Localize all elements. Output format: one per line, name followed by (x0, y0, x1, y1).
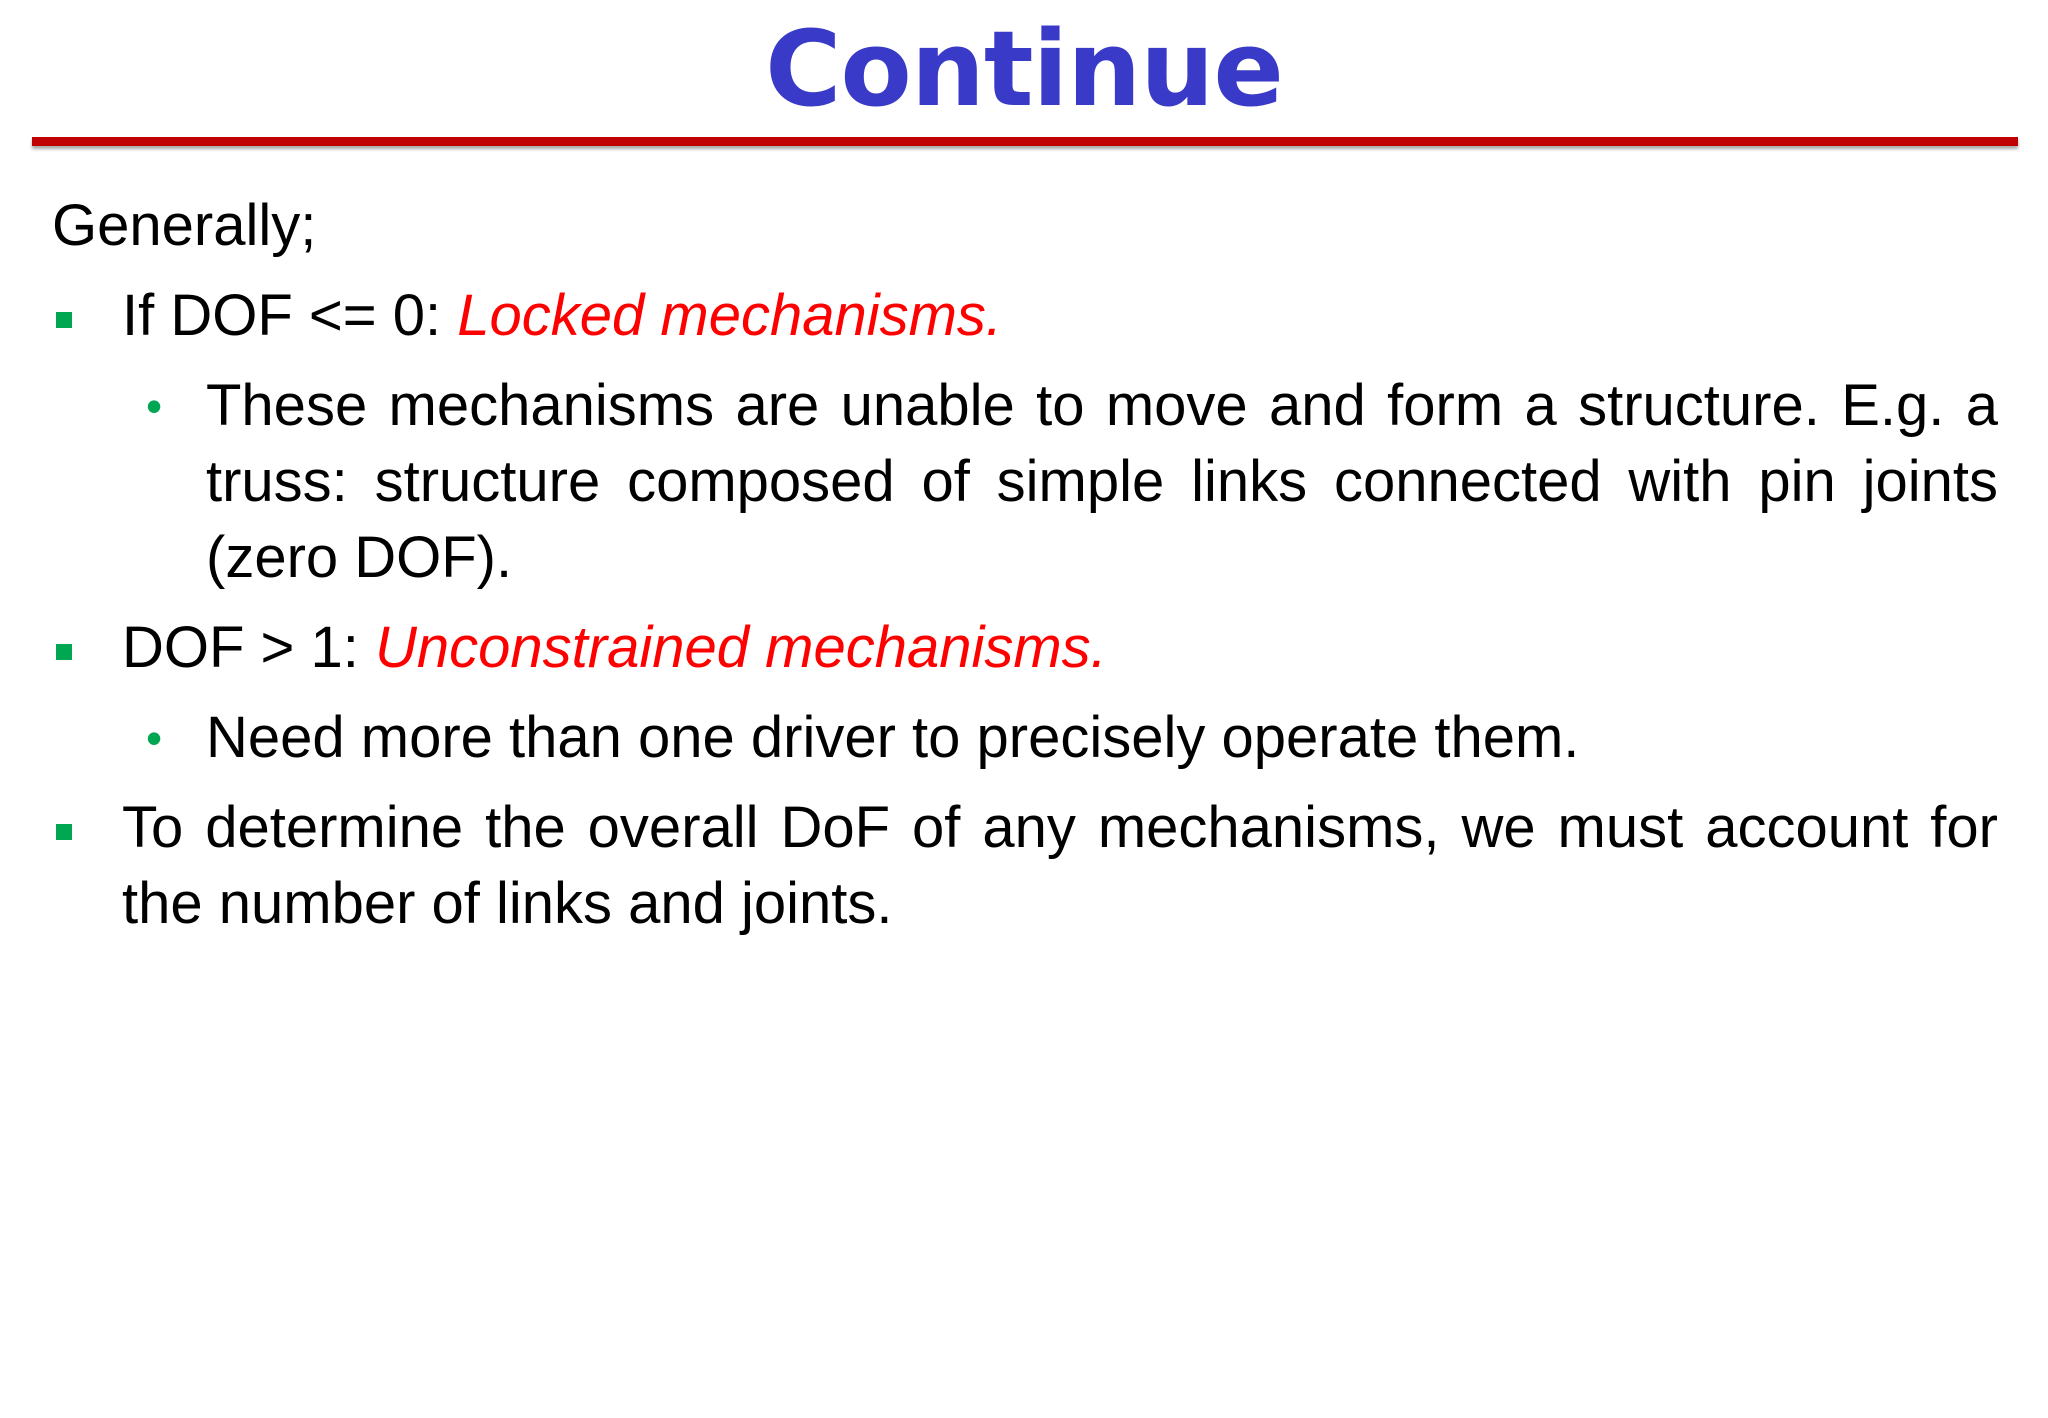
bullet-prefix: If DOF <= 0: (122, 283, 458, 348)
sub-bullet-text: Need more than one driver to precisely operate them. (206, 705, 1580, 770)
square-bullet-icon (56, 644, 72, 660)
bullet-item-determine-dof (52, 790, 1998, 942)
bullet-prefix: DOF > 1: (122, 615, 376, 680)
sub-bullet-text: These mechanisms are unable to move and form a structure. E.g. a truss: structure composed of simple links connected with pin joints (zero DOF). (206, 373, 1998, 590)
slide-title: Continue (765, 8, 1283, 130)
bullet-highlight: Unconstrained mechanisms. (375, 615, 1107, 680)
slide-body (52, 188, 1998, 956)
dot-bullet-icon: • (146, 712, 163, 764)
title-divider (32, 137, 2018, 146)
bullet-item-unconstrained (52, 610, 1998, 686)
sub-bullet-unconstrained (52, 700, 1998, 776)
square-bullet-icon (56, 824, 72, 840)
square-bullet-icon (56, 312, 72, 328)
bullet-text: To determine the overall DoF of any mechanisms, we must account for the number of links and joints. (122, 795, 1998, 936)
sub-bullet-locked (52, 368, 1998, 596)
bullet-highlight: Locked mechanisms. (457, 283, 1003, 348)
dot-bullet-icon: • (146, 380, 163, 432)
intro-text: Generally; (52, 193, 317, 258)
bullet-item-locked (52, 278, 1998, 354)
